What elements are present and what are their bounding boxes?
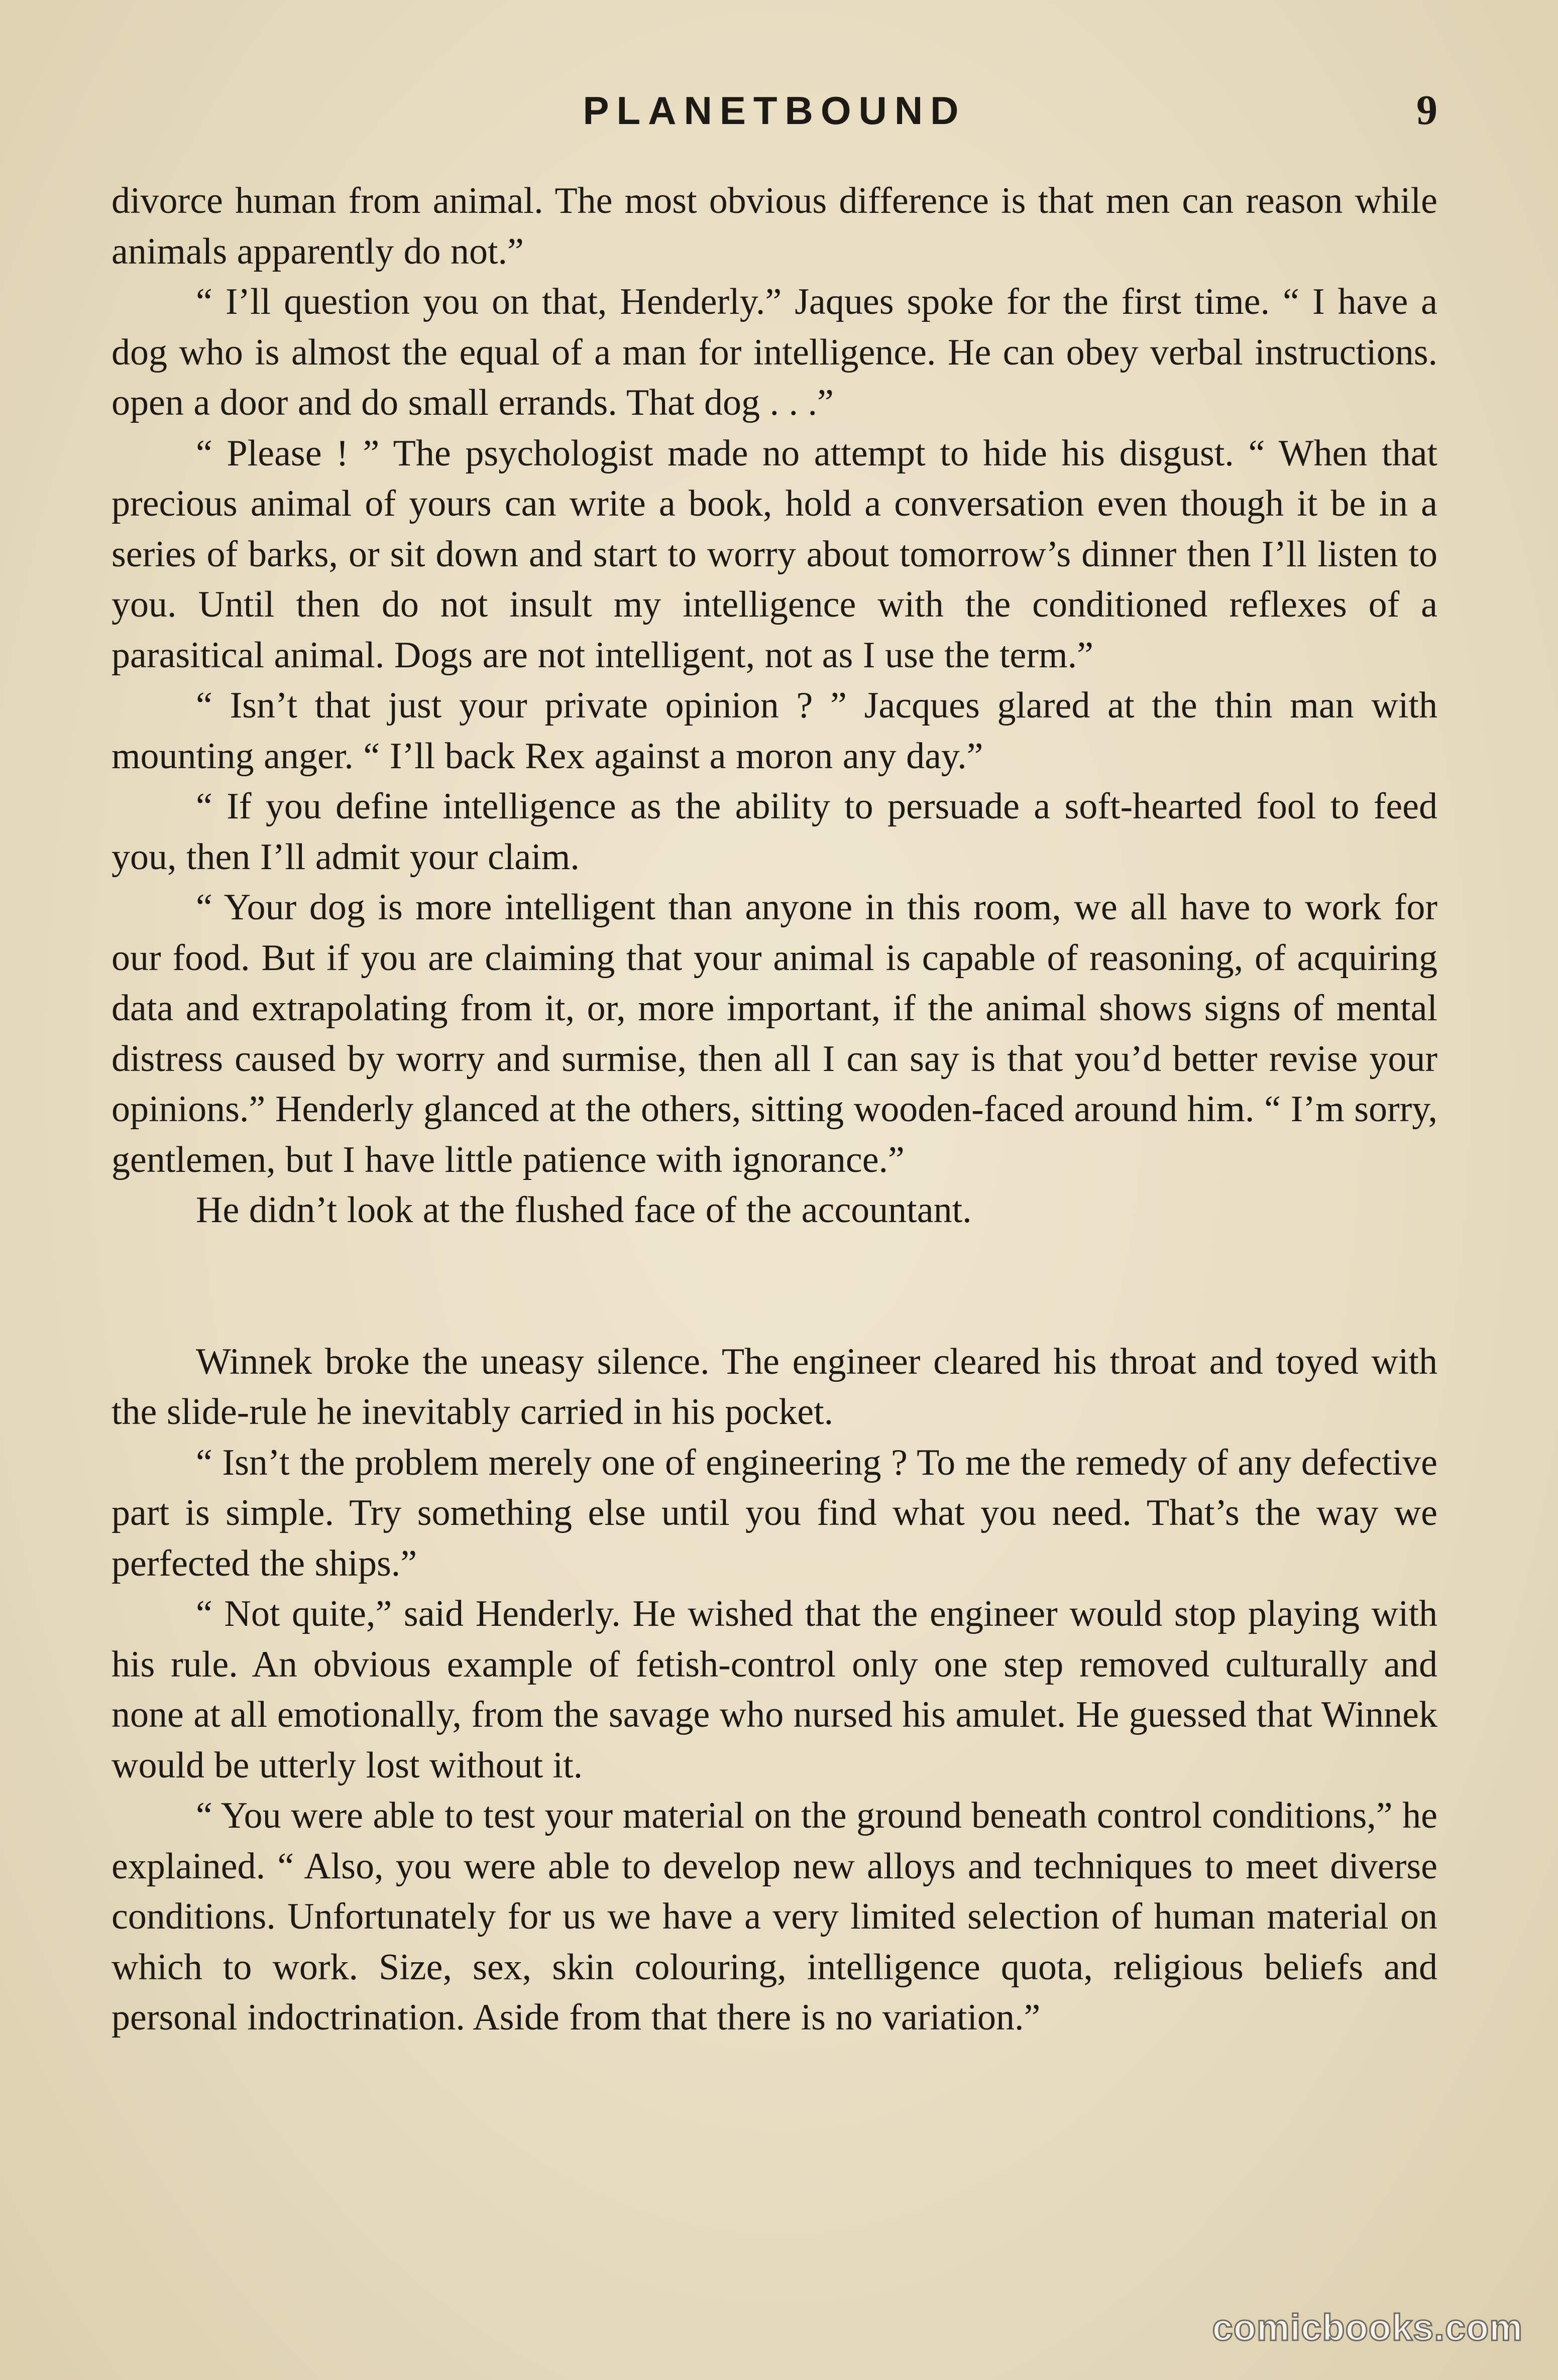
running-header bbox=[112, 83, 1437, 138]
paragraph-continued: divorce human from animal. The most obvious difference is that men can reason while animals apparently do not.” bbox=[112, 180, 1437, 272]
paragraph: “ Your dog is more intelligent than anyone in this room, we all have to work for our food. But if you are claiming that your animal is capable of reasoning, of acquiring data and extrapolating from it, or, more important, if the animal shows signs of mental distress caused by worry and surmise, then all I can say is that you’d better revise your opinions.” Henderly glanced at the others, sitting wooden-faced around him. “ I’m sorry, gentlemen, but I have little patience with ignorance.” bbox=[112, 887, 1437, 1180]
body-text bbox=[112, 176, 1437, 2043]
paragraph: “ Isn’t that just your private opinion ? ” Jacques glared at the thin man with mounting anger. “ I’ll back Rex against a moron any day.” bbox=[112, 685, 1437, 777]
running-title: PLANETBOUND bbox=[583, 88, 966, 133]
paragraph: “ Isn’t the problem merely one of engineering ? To me the remedy of any defective part is simple. Try something else until you find what you need. That’s the way we perfected the ships.” bbox=[112, 1442, 1437, 1584]
paragraph: “ You were able to test your material on the ground beneath control conditions,” he explained. “ Also, you were able to develop new alloys and techniques to meet diverse conditions. Unfortunately for us we have a very limited selection of human material on which to work. Size, sex, skin colouring, intelligence quota, religious beliefs and personal indoctrination. Aside from that there is no variation.” bbox=[112, 1795, 1437, 2038]
paragraph: “ If you define intelligence as the ability to persuade a soft-hearted fool to feed you, then I’ll admit your claim. bbox=[112, 786, 1437, 878]
paragraph: “ Not quite,” said Henderly. He wished that the engineer would stop playing with his rule. An obvious example of fetish-control only one step removed culturally and none at all emotionally, from the savage who nursed his amulet. He guessed that Winnek would be utterly lost without it. bbox=[112, 1593, 1437, 1786]
page-number: 9 bbox=[1416, 87, 1437, 134]
paragraph: “ Please ! ” The psychologist made no attempt to hide his disgust. “ When that precious animal of yours can write a book, hold a conversation even though it be in a series of barks, or sit down and start to worry about tomorrow’s dinner then I’ll listen to you. Until then do not insult my intelligence with the conditioned reflexes of a parasitical animal. Dogs are not intelligent, not as I use the term.” bbox=[112, 432, 1437, 676]
watermark: comicbooks.com bbox=[1212, 2307, 1523, 2348]
paragraph: “ I’ll question you on that, Henderly.” Jaques spoke for the first time. “ I have a dog who is almost the equal of a man for intelligence. He can obey verbal instructions. open a door and do small errands. That dog . . .” bbox=[112, 281, 1437, 423]
paragraph: Winnek broke the uneasy silence. The engineer cleared his throat and toyed with the slide-rule he inevitably carried in his pocket. bbox=[112, 1341, 1437, 1433]
section-break bbox=[112, 1236, 1437, 1337]
paragraph: He didn’t look at the flushed face of the accountant. bbox=[196, 1189, 972, 1231]
